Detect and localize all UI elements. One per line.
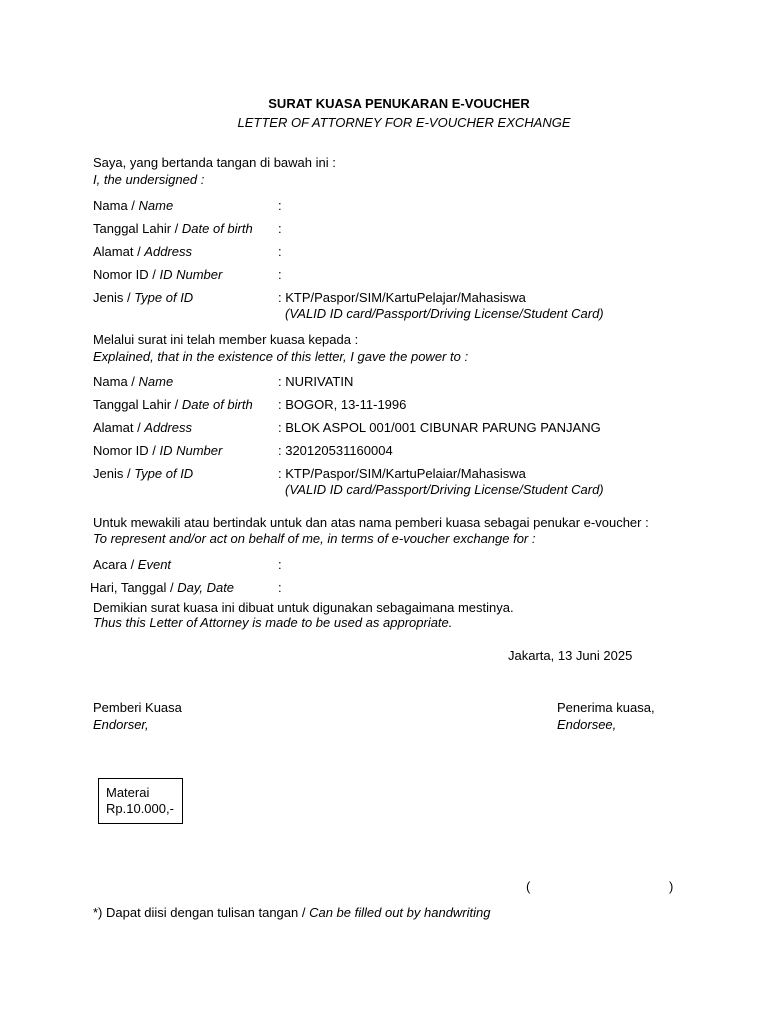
document-title: SURAT KUASA PENUKARAN E-VOUCHER <box>268 96 530 111</box>
grantee-dob-value: : BOGOR, 13-11-1996 <box>278 397 407 412</box>
stamp-amount: Rp.10.000,- <box>106 801 174 816</box>
grantor-id-type-value: : KTP/Paspor/SIM/KartuPelajar/Mahasiswa <box>278 290 526 305</box>
footnote: *) Dapat diisi dengan tulisan tangan / Can be filled out by handwriting <box>93 905 491 920</box>
grantor-address-value: : <box>278 244 282 259</box>
intro-text-en: I, the undersigned : <box>93 172 205 187</box>
grantee-address-label: Alamat / Address <box>93 420 192 435</box>
grantor-dob-value: : <box>278 221 282 236</box>
grantor-id-type-label: Jenis / Type of ID <box>93 290 194 305</box>
grantee-id-number-label: Nomor ID / ID Number <box>93 443 223 458</box>
grantor-id-number-value: : <box>278 267 282 282</box>
closing-text: Demikian surat kuasa ini dibuat untuk digunakan sebagaimana mestinya. <box>93 600 514 615</box>
endorsee-label-en: Endorsee, <box>557 717 617 732</box>
signature-paren-close: ) <box>669 879 674 894</box>
grantor-name-label: Nama / Name <box>93 198 174 213</box>
grantee-id-number-value: : 320120531160004 <box>278 443 393 458</box>
grantee-address-value: : BLOK ASPOL 001/001 CIBUNAR PARUNG PANJANG <box>278 420 601 435</box>
endorser-label-en: Endorser, <box>93 717 149 732</box>
intro-text: Saya, yang bertanda tangan di bawah ini : <box>93 155 336 170</box>
purpose-text-en: To represent and/or act on behalf of me, in terms of e-voucher exchange for : <box>93 531 536 546</box>
place-date: Jakarta, 13 Juni 2025 <box>508 648 633 663</box>
grantee-name-label: Nama / Name <box>93 374 174 389</box>
grantor-address-label: Alamat / Address <box>93 244 192 259</box>
grantee-id-type-value: : KTP/Paspor/SIM/KartuPelaiar/Mahasiswa <box>278 466 526 481</box>
endorser-label: Pemberi Kuasa <box>93 700 182 715</box>
grantee-id-type-label: Jenis / Type of ID <box>93 466 194 481</box>
document-subtitle: LETTER OF ATTORNEY FOR E-VOUCHER EXCHANGE <box>237 115 571 130</box>
grantee-dob-label: Tanggal Lahir / Date of birth <box>93 397 253 412</box>
day-date-label: Hari, Tanggal / Day, Date <box>90 580 235 595</box>
grantor-dob-label: Tanggal Lahir / Date of birth <box>93 221 253 236</box>
event-label: Acara / Event <box>93 557 172 572</box>
grant-text: Melalui surat ini telah member kuasa kepada : <box>93 332 359 347</box>
grantor-id-type-note: (VALID ID card/Passport/Driving License/Student Card) <box>285 306 604 321</box>
endorsee-label: Penerima kuasa, <box>557 700 655 715</box>
closing-text-en: Thus this Letter of Attorney is made to be used as appropriate. <box>93 615 453 630</box>
grant-text-en: Explained, that in the existence of this letter, I gave the power to : <box>93 349 469 364</box>
day-date-value: : <box>278 580 282 595</box>
stamp-label: Materai <box>106 785 150 800</box>
purpose-text: Untuk mewakili atau bertindak untuk dan atas nama pemberi kuasa sebagai penukar e-voucher : <box>93 515 649 530</box>
grantor-id-number-label: Nomor ID / ID Number <box>93 267 223 282</box>
event-value: : <box>278 557 282 572</box>
grantee-id-type-note: (VALID ID card/Passport/Driving License/Student Card) <box>285 482 604 497</box>
grantee-name-value: : NURIVATIN <box>278 374 354 389</box>
grantor-name-value: : <box>278 198 282 213</box>
signature-paren-open: ( <box>526 879 531 894</box>
